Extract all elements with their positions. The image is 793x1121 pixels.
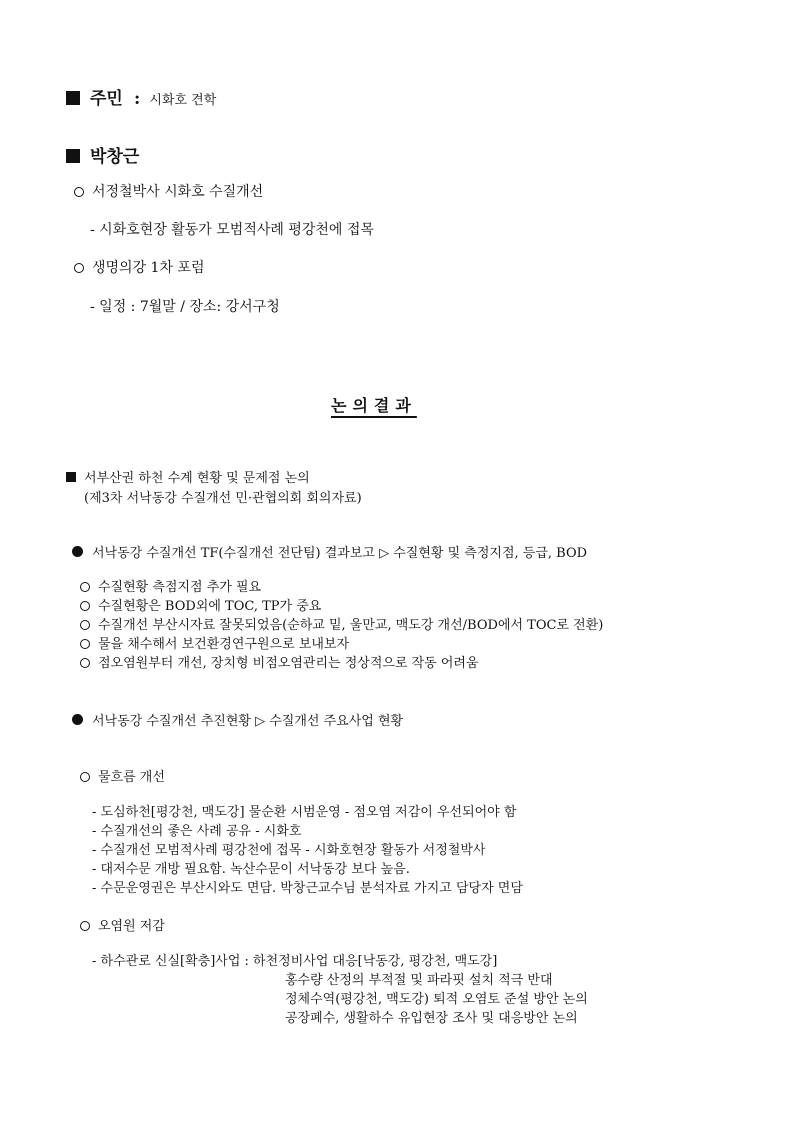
square-bullet-icon bbox=[66, 91, 80, 105]
list-item: 수질개선 부산시자료 잘못되었음(순하교 밑, 울만교, 맥도강 개선/BOD에서 TOC로 전환) bbox=[80, 616, 603, 635]
group-title: 물흐름 개선 bbox=[80, 766, 165, 785]
circle-bullet-icon bbox=[80, 772, 90, 782]
bullet1-list bbox=[80, 578, 603, 673]
list-item: 수질현황은 BOD외에 TOC, TP가 중요 bbox=[80, 597, 603, 616]
circle-bullet-icon bbox=[80, 639, 90, 649]
list-item: 생명의강 1차 포럼 bbox=[74, 257, 204, 277]
colon: : bbox=[133, 89, 141, 109]
list-item: - 수질개선 모범적사례 평강천에 접목 - 시화호현장 활동가 서정철박사 bbox=[92, 843, 486, 858]
list-item: 물을 채수해서 보건환경연구원으로 보내보자 bbox=[80, 635, 603, 654]
bullet-title: 서낙동강 수질개선 TF(수질개선 전단팀) 결과보고 ▷ 수질현황 및 측정지점, 등급, BOD bbox=[72, 542, 587, 561]
list-item: 점오염원부터 개선, 장치형 비점오염관리는 정상적으로 작동 어려움 bbox=[80, 654, 603, 673]
group2-lead: - 하수관로 신실[확충]사업 : 하천정비사업 대응[낙동강, 평강천, 맥도강] bbox=[92, 954, 498, 969]
circle-bullet-icon bbox=[80, 601, 90, 611]
list-item: 서정철박사 시화호 수질개선 bbox=[74, 181, 263, 201]
list-subitem: - 시화호현장 활동가 모범적사례 평강천에 접목 bbox=[90, 222, 374, 238]
section-heading: 박창근 bbox=[90, 147, 140, 167]
filled-circle-bullet-icon bbox=[72, 546, 83, 557]
section-heading: 주민 bbox=[90, 89, 123, 109]
group-title: 오염원 저감 bbox=[80, 915, 165, 934]
result-title: 논의결과 bbox=[331, 396, 417, 415]
bullet-title: 서낙동강 수질개선 추진현황 ▷ 수질개선 주요사업 현황 bbox=[72, 710, 403, 729]
list-item: 홍수량 산정의 부적절 및 파라핏 설치 적극 반대 bbox=[285, 973, 553, 988]
list-item: 정체수역(평강천, 맥도강) 퇴적 오염토 준설 방안 논의 bbox=[285, 992, 588, 1007]
discussion-heading: 서부산권 하천 수계 현황 및 문제점 논의 bbox=[66, 467, 310, 486]
circle-bullet-icon bbox=[80, 582, 90, 592]
group1-list bbox=[92, 803, 523, 898]
list-item: 공장폐수, 생활하수 유입현장 조사 및 대응방안 논의 bbox=[285, 1011, 578, 1026]
circle-bullet-icon bbox=[80, 921, 90, 931]
circle-bullet-icon bbox=[74, 187, 84, 197]
section-text: 시화호 견학 bbox=[149, 93, 217, 108]
section-juminn bbox=[66, 84, 216, 109]
square-bullet-icon bbox=[66, 149, 80, 163]
list-item: - 도심하천[평강천, 맥도강] 물순환 시범운영 - 점오염 저감이 우선되어야 함 bbox=[92, 805, 517, 820]
list-item: - 대저수문 개방 필요함. 녹산수문이 서낙동강 보다 높음. bbox=[92, 862, 410, 877]
filled-circle-bullet-icon bbox=[72, 714, 83, 725]
section-park bbox=[66, 142, 139, 167]
circle-bullet-icon bbox=[74, 263, 84, 273]
list-subitem: - 일정 : 7월말 / 장소: 강서구청 bbox=[90, 299, 280, 315]
discussion-subheading: (제3차 서낙동강 수질개선 민·관협의회 회의자료) bbox=[84, 491, 362, 506]
square-bullet-icon bbox=[66, 472, 76, 482]
list-item: - 수질개선의 좋은 사례 공유 - 시화호 bbox=[92, 824, 302, 839]
circle-bullet-icon bbox=[80, 620, 90, 630]
group2-continued bbox=[285, 971, 588, 1028]
list-item: - 수문운영권은 부산시와도 면담. 박창근교수님 분석자료 가지고 담당자 면담 bbox=[92, 881, 523, 896]
list-item: 수질현황 측점지점 추가 필요 bbox=[80, 578, 603, 597]
circle-bullet-icon bbox=[80, 658, 90, 668]
